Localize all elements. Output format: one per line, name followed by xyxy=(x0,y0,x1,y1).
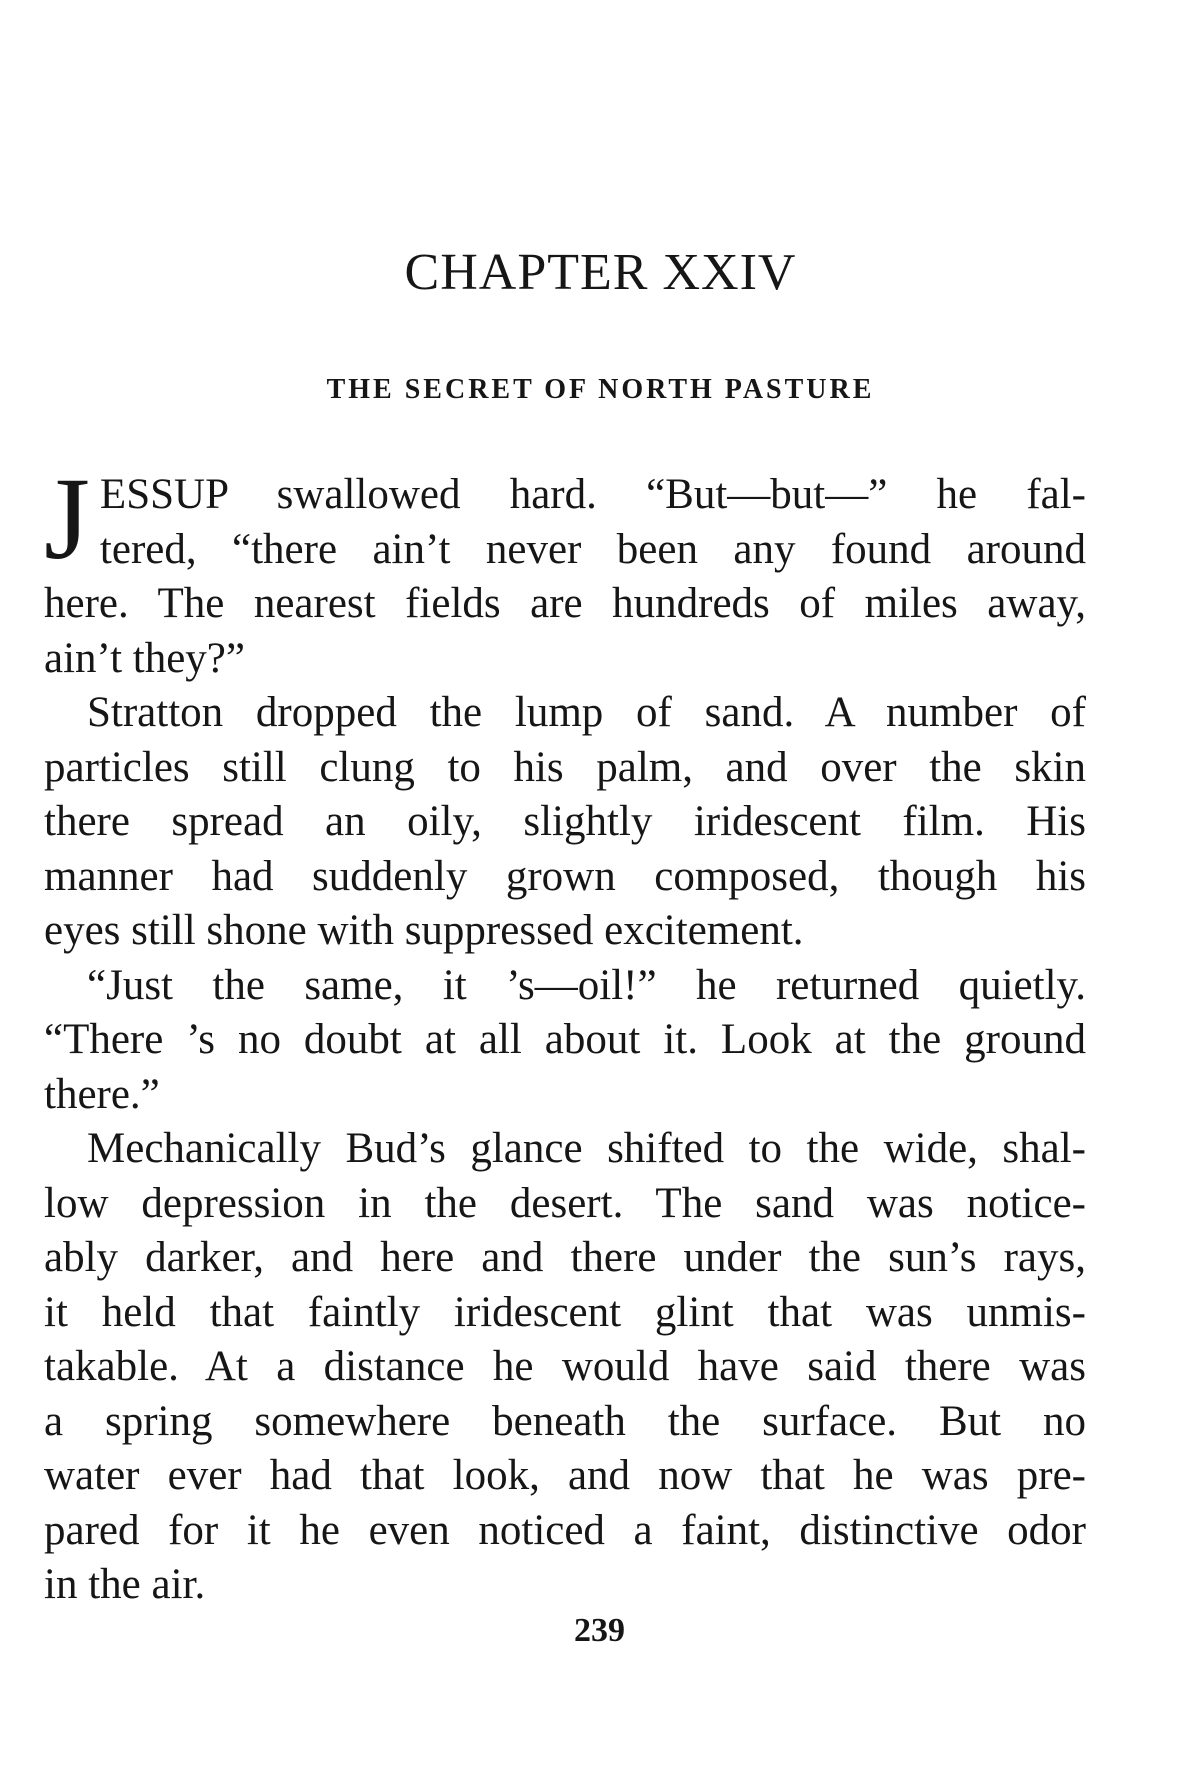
text-line: pared for it he even noticed a faint, distinctive odor xyxy=(44,1506,1086,1554)
text-line: tered, “there ain’t never been any found around xyxy=(99,525,1086,573)
text-line: Stratton dropped the lump of sand. A number of xyxy=(87,689,1086,736)
text-line: manner had suddenly grown composed, though his xyxy=(44,852,1086,900)
text-line: Mechanically Bud’s glance shifted to the wide, shal- xyxy=(87,1125,1086,1172)
text-line: takable. At a distance he would have said there was xyxy=(44,1343,1086,1390)
chapter-body xyxy=(44,453,1086,1613)
text-line: in the air. xyxy=(44,1561,206,1608)
drop-cap: J xyxy=(44,453,90,584)
text-line: particles still clung to his palm, and over the skin xyxy=(44,743,1086,791)
text-line: eyes still shone with suppressed excitement. xyxy=(44,907,804,954)
text-line: ably darker, and here and there under the sun’s rays, xyxy=(44,1234,1086,1281)
text-line: “There ’s no doubt at all about it. Look at the ground xyxy=(44,1016,1086,1063)
text-line: ain’t they?” xyxy=(44,634,245,682)
text-line: here. The nearest fields are hundreds of miles away, xyxy=(44,580,1086,627)
text-line: a spring somewhere beneath the surface. But no xyxy=(44,1397,1086,1445)
chapter-title: CHAPTER XXIV xyxy=(404,244,797,301)
text-line: water ever had that look, and now that he was pre- xyxy=(44,1452,1086,1499)
page-number: 239 xyxy=(574,1612,625,1649)
chapter-subtitle: THE SECRET OF NORTH PASTURE xyxy=(326,374,875,405)
text-line: there.” xyxy=(44,1070,160,1118)
text-line: there spread an oily, slightly iridescent film. His xyxy=(44,798,1086,845)
text-line: ESSUP swallowed hard. “But—but—” he fal- xyxy=(99,471,1086,518)
text-line: it held that faintly iridescent glint that was unmis- xyxy=(44,1288,1086,1336)
text-line: low depression in the desert. The sand was notice- xyxy=(44,1179,1086,1227)
text-line: “Just the same, it ’s—oil!” he returned quietly. xyxy=(87,961,1086,1009)
